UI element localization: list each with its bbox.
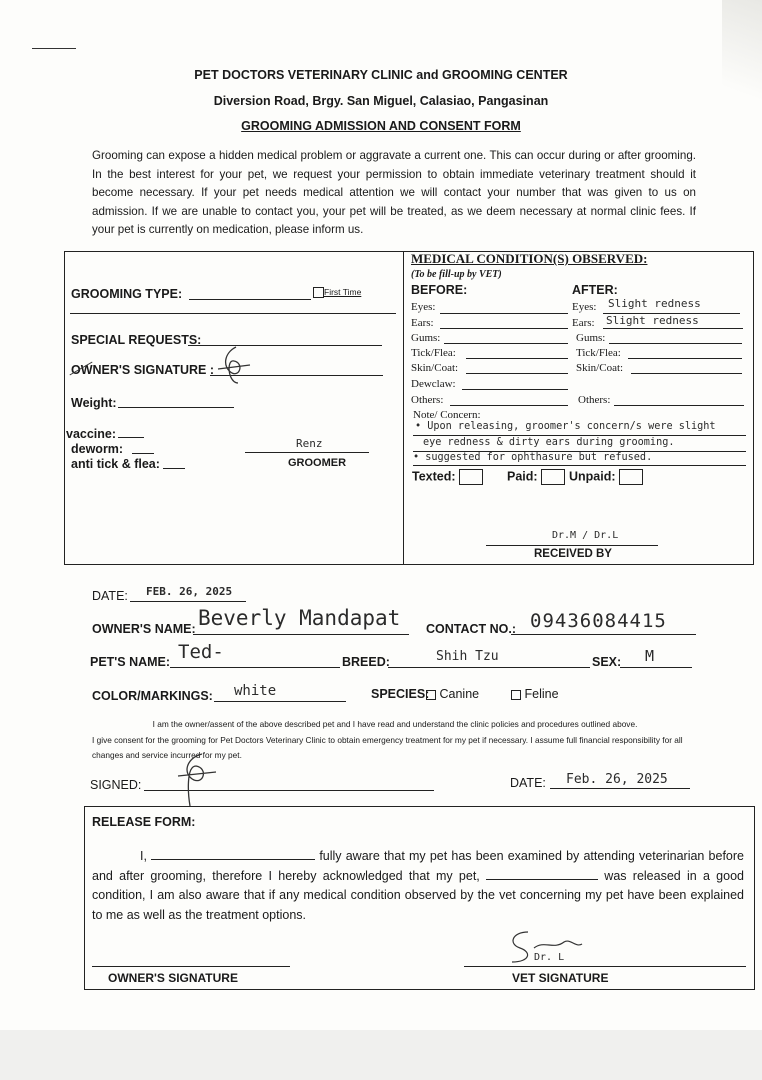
contact-no-value: 09436084415 xyxy=(530,610,667,632)
before-skincoat-line[interactable] xyxy=(466,373,568,374)
canine-label: Canine xyxy=(439,687,480,701)
before-gums-label: Gums: xyxy=(411,332,441,344)
after-others-label: Others: xyxy=(578,394,611,406)
special-requests-label: SPECIAL REQUESTS: xyxy=(71,333,202,347)
release-text-2: was released in a good condition, I am also aware that if any medical condition observed by the vet concerning my pet have been explained to me as well as the treatment options. xyxy=(92,868,744,922)
after-tickflea-label: Tick/Flea: xyxy=(576,347,621,359)
canine-checkbox[interactable] xyxy=(426,690,436,700)
before-skincoat-label: Skin/Coat: xyxy=(411,362,459,374)
contact-no-label: CONTACT NO.: xyxy=(426,622,517,636)
after-skincoat-line[interactable] xyxy=(631,373,742,374)
release-name-blank[interactable] xyxy=(151,848,315,860)
owner-signature-scribble xyxy=(214,343,254,387)
note-rule-1 xyxy=(413,435,746,436)
grooming-type-line-2 xyxy=(70,313,396,314)
corner-fold xyxy=(722,0,762,130)
feline-label: Feline xyxy=(524,687,559,701)
after-eyes-label: Eyes: xyxy=(572,301,597,313)
breed-value: Shih Tzu xyxy=(436,649,499,664)
after-skincoat-label: Skin/Coat: xyxy=(576,362,624,374)
consent-date-value: Feb. 26, 2025 xyxy=(566,772,668,787)
release-form-title: RELEASE FORM: xyxy=(92,815,196,829)
grooming-type-line[interactable] xyxy=(189,299,311,300)
clinic-address: Diversion Road, Brgy. San Miguel, Calasiao, Pangasinan xyxy=(213,94,549,108)
groomer-line xyxy=(245,452,369,453)
groomer-label: GROOMER xyxy=(288,457,347,469)
pet-name-label: PET'S NAME: xyxy=(90,655,171,669)
texted-field[interactable] xyxy=(412,469,483,485)
release-pet-blank[interactable] xyxy=(486,868,598,880)
after-ears-line[interactable] xyxy=(603,328,743,329)
after-others-line[interactable] xyxy=(614,405,744,406)
weight-label: Weight: xyxy=(71,396,117,410)
grooming-type-label: GROOMING TYPE: xyxy=(71,287,183,301)
unpaid-field[interactable] xyxy=(569,469,643,485)
clinic-name: PET DOCTORS VETERINARY CLINIC and GROOMING CENTER xyxy=(194,68,568,82)
note-rule-3 xyxy=(413,465,746,466)
after-heading: AFTER: xyxy=(572,283,618,297)
color-markings-value: white xyxy=(234,683,277,699)
vet-signature-label: VET SIGNATURE xyxy=(512,971,609,985)
release-text-1: fully aware that my pet has been examined by attending veterinarian before and after grooming, therefore I hereby acknowledged that my pet, xyxy=(92,849,744,883)
box-divider xyxy=(403,251,404,565)
anti-tick-label: anti tick & flea: xyxy=(71,457,160,471)
weight-line[interactable] xyxy=(118,407,234,408)
consent-date-line[interactable] xyxy=(550,788,690,789)
paid-field[interactable] xyxy=(507,469,565,485)
before-dewclaw-label: Dewclaw: xyxy=(411,378,456,390)
date-line[interactable] xyxy=(130,601,246,602)
sex-line[interactable] xyxy=(620,667,692,668)
texted-checkbox[interactable] xyxy=(459,469,483,485)
date-value: FEB. 26, 2025 xyxy=(146,585,233,598)
anti-tick-line[interactable] xyxy=(163,468,185,469)
before-dewclaw-line[interactable] xyxy=(462,389,568,390)
unpaid-checkbox[interactable] xyxy=(619,469,643,485)
before-others-line[interactable] xyxy=(450,405,568,406)
species-feline-option[interactable] xyxy=(511,687,559,701)
note-line-1: • Upon releasing, groomer's concern/s were slight xyxy=(415,421,716,432)
color-markings-label: COLOR/MARKINGS: xyxy=(92,689,213,703)
sex-value: M xyxy=(645,647,655,665)
owner-signature-line-release[interactable] xyxy=(92,966,290,967)
before-gums-line[interactable] xyxy=(444,343,568,344)
after-tickflea-line[interactable] xyxy=(628,358,742,359)
release-paragraph xyxy=(92,847,744,925)
before-eyes-label: Eyes: xyxy=(411,301,436,313)
breed-line[interactable] xyxy=(388,667,590,668)
before-tickflea-label: Tick/Flea: xyxy=(411,347,456,359)
received-by-name: Dr.M / Dr.L xyxy=(552,530,619,541)
consent-date-label: DATE: xyxy=(510,776,546,790)
groomer-name: Renz xyxy=(296,437,323,450)
first-time-option[interactable] xyxy=(313,287,361,298)
paid-label: Paid: xyxy=(507,469,538,484)
after-gums-line[interactable] xyxy=(609,343,742,344)
vaccine-label: vaccine: xyxy=(66,427,117,441)
before-eyes-line[interactable] xyxy=(440,313,568,314)
before-others-label: Others: xyxy=(411,394,444,406)
texted-label: Texted: xyxy=(412,469,456,484)
before-heading: BEFORE: xyxy=(411,283,468,297)
consent-signature-scribble xyxy=(172,748,222,810)
release-owner-signature-label: OWNER'S SIGNATURE xyxy=(108,971,238,985)
sex-label: SEX: xyxy=(592,655,622,669)
scan-mark xyxy=(32,48,76,49)
consent-line-2: I give consent for the grooming for Pet Doctors Veterinary Clinic to obtain emergency treatment for my pet if necessary. I assume full financial responsibility for all changes and service incurred for my pet. xyxy=(92,735,683,760)
before-ears-label: Ears: xyxy=(411,317,434,329)
note-label: Note/ Concern: xyxy=(413,409,481,421)
before-tickflea-line[interactable] xyxy=(466,358,568,359)
breed-label: BREED: xyxy=(342,655,390,669)
owner-name-value: Beverly Mandapat xyxy=(198,606,401,630)
after-gums-label: Gums: xyxy=(576,332,606,344)
medical-title: MEDICAL CONDITION(S) OBSERVED: xyxy=(411,251,648,266)
note-line-3: • suggested for ophthasure but refused. xyxy=(413,452,653,463)
owner-signature-label: OWNER'S SIGNATURE : xyxy=(71,363,215,377)
received-by-line xyxy=(486,545,658,546)
consent-line-1: I am the owner/assent of the above described pet and I have read and understand the clinic policies and procedures outlined above. xyxy=(152,719,638,729)
medical-subtitle: (To be fill-up by VET) xyxy=(411,269,502,280)
bottom-shadow xyxy=(0,1030,762,1080)
first-time-label: First Time xyxy=(324,287,362,297)
intro-paragraph: Grooming can expose a hidden medical problem or aggravate a current one. This can occur during or after grooming. In the best interest for your pet, we request your permission to obtain immediate veterinary treatment should it become necessary. If your pet needs medical attention we will contact your number that was given to us on admission. If we are unable to contact you, your pet will be treated, as we deem necessary at normal clinic fees. If your pet is currently on medication, please inform us. xyxy=(92,149,696,236)
deworm-line[interactable] xyxy=(132,453,154,454)
paid-checkbox[interactable] xyxy=(541,469,565,485)
received-by-label: RECEIVED BY xyxy=(534,548,612,560)
feline-checkbox[interactable] xyxy=(511,690,521,700)
contact-no-line[interactable] xyxy=(511,634,696,635)
deworm-label: deworm: xyxy=(71,442,124,456)
pet-name-value: Ted- xyxy=(178,641,224,663)
form-title: GROOMING ADMISSION AND CONSENT FORM xyxy=(241,119,521,133)
unpaid-label: Unpaid: xyxy=(569,469,616,484)
owner-name-label: OWNER'S NAME: xyxy=(92,622,196,636)
first-time-checkbox[interactable] xyxy=(313,287,324,298)
species-canine-option[interactable] xyxy=(426,687,479,701)
species-label: SPECIES: xyxy=(371,687,430,701)
after-ears-label: Ears: xyxy=(572,317,595,329)
color-markings-line[interactable] xyxy=(214,701,346,702)
after-ears-value: Slight redness xyxy=(606,314,699,327)
date-label: DATE: xyxy=(92,589,128,603)
vaccine-line[interactable] xyxy=(118,437,144,438)
note-line-2: eye redness & dirty ears during grooming. xyxy=(423,437,675,448)
owner-name-line[interactable] xyxy=(193,634,409,635)
before-ears-line[interactable] xyxy=(440,328,568,329)
signed-label: SIGNED: xyxy=(90,778,142,792)
pet-name-line[interactable] xyxy=(170,667,340,668)
release-i: I, xyxy=(140,849,147,863)
after-eyes-value: Slight redness xyxy=(608,297,701,310)
vet-signature-hand: Dr. L xyxy=(534,952,565,963)
